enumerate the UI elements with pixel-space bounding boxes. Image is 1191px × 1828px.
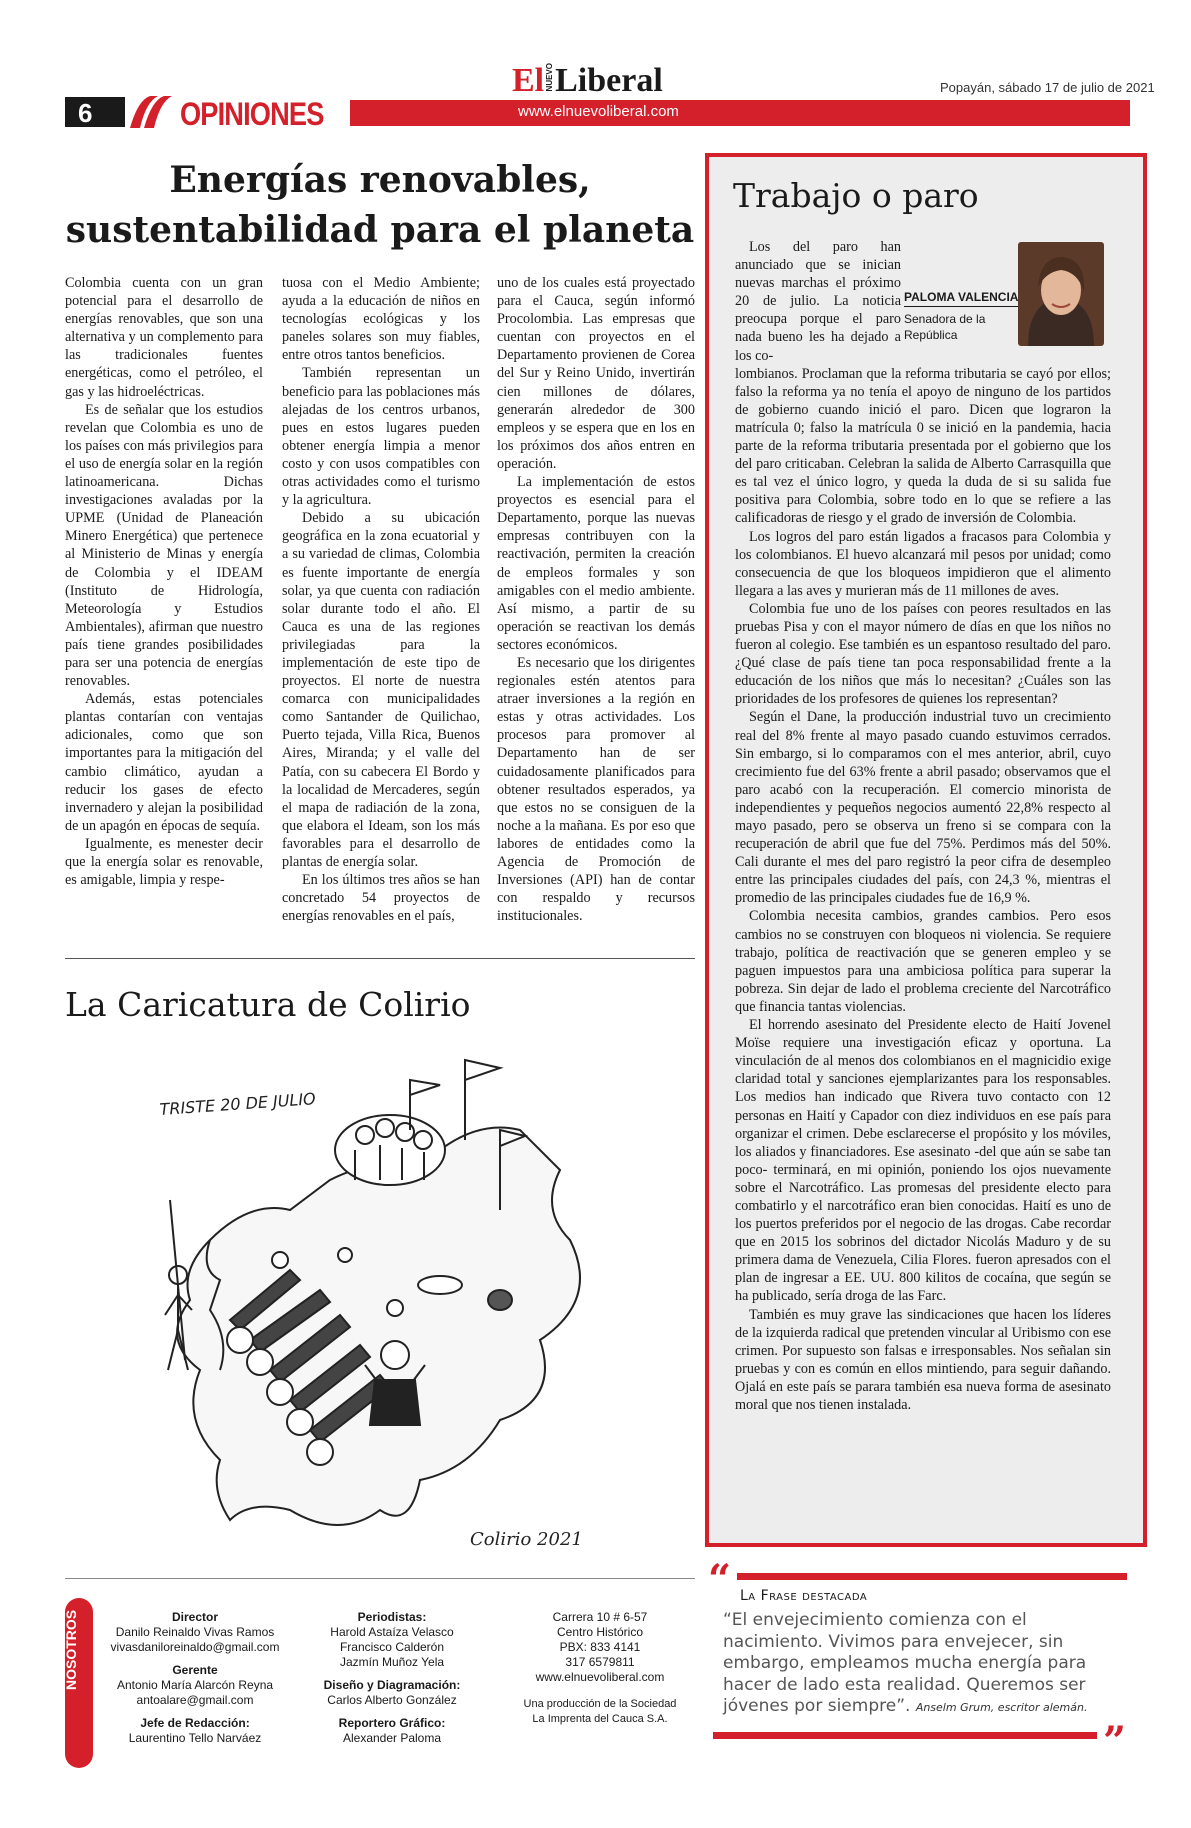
- staff-column-2: [312, 1610, 472, 1746]
- cartoon-signature: Colirio 2021: [470, 1529, 583, 1550]
- paragraph: Es necesario que los dirigentes regionales estén atentos para atraer inversiones a la región en estas y otras actividades. Los procesos para promover al Departamento han de ser cuidadosamente planificados para obtener resultados esperados, ya que estos no se consiguen de la noche a la mañana. Es por eso que labores de entidades como la Agencia de Promoción de Inversiones (API) han de contar con respaldo y recursos institucionales.: [497, 654, 695, 925]
- page-number-box: [65, 97, 125, 127]
- section-divider: [65, 958, 695, 959]
- periodista-name: Harold Astaíza Velasco: [330, 1625, 454, 1639]
- author-role: Senadora de la República: [904, 312, 986, 342]
- article-column-2: [282, 274, 480, 925]
- address-line: Centro Histórico: [556, 1625, 644, 1639]
- opinion-title: Trabajo o paro: [733, 176, 979, 215]
- jefe-name: Laurentino Tello Narváez: [128, 1731, 262, 1745]
- paragraph: Los logros del paro están ligados a fracasos para Colombia y los colombianos. El huevo alcanzará mil pesos por unidad; como consecuencia de que los bloqueos impidieron que el alimento llegara a las aves y murieran más de 11 millones de aves.: [735, 528, 1111, 599]
- paragraph: La implementación de estos proyectos es esencial para el Departamento, porque las nuevas empresas contribuyen con la reactivación, permiten la creación de empleos formales y son amigables con el medio ambiente. Así mismo, a partir de su operación se reactivan los demás sectores económicos.: [497, 474, 695, 653]
- diseno-heading: Diseño y Diagramación:: [323, 1678, 461, 1692]
- frase-author: Anselm Grum, escritor alemán.: [915, 1701, 1088, 1714]
- paragraph: Colombia cuenta con un gran potencial para el desarrollo de energías renovables, que son una alternativa y un complemento para las tradicionales fuentes energéticas, como el petróleo, el gas y las hidroeléctricas.: [65, 275, 263, 400]
- gerente-name: Antonio María Alarcón Reyna: [116, 1678, 274, 1692]
- article-column-3: [497, 274, 695, 925]
- frase-text: [723, 1610, 1123, 1719]
- director-email[interactable]: vivasdaniloreinaldo@gmail.com: [110, 1640, 280, 1654]
- director-name: Danilo Reinaldo Vivas Ramos: [115, 1625, 275, 1639]
- paragraph: También representan un beneficio para las poblaciones más alejadas de los centros urbanos, pues en estos lugares pueden obtener energía limpia a menor costo y con usos compatibles con otras actividades como el turismo y la agricultura.: [282, 365, 480, 509]
- quote-close-icon: ”: [1103, 1718, 1127, 1765]
- phone-line: PBX: 833 4141: [559, 1640, 641, 1654]
- production-line: Una producción de la Sociedad: [523, 1698, 677, 1710]
- paragraph: lombianos. Proclaman que la reforma tributaria se cayó por ellos; falso la reforma ya no tenía el apoyo de ninguno de los partidos de gobierno cuando inició el paro. Dicen que lograron la matrícula 0; falso la matrícula 0 se inició en la pandemia, hacia parte de la reforma tributaria presentada por el gobierno que los del paro criticaban. Celebran la salida de Alberto Carrasquilla que es tal vez el único logro, y queda la duda de si su salida fue positiva para Colombia, sobre todo en lo que se refiere a las calificadoras de riesgo y el grado de inversión de Colombia.: [735, 365, 1111, 527]
- author-name: PALOMA VALENCIA: [904, 290, 1018, 307]
- reportero-heading: Reportero Gráfico:: [338, 1716, 446, 1730]
- section-title: OPINIONES: [180, 96, 324, 132]
- director-heading: Director: [171, 1610, 218, 1624]
- section-decoration-icon: [128, 96, 178, 128]
- periodistas-heading: Periodistas:: [357, 1610, 427, 1624]
- article-title-line1: Energías renovables,: [169, 159, 591, 201]
- cartoon-caption: TRISTE 20 DE JULIO: [158, 1089, 317, 1119]
- phone-line: 317 6579811: [565, 1655, 635, 1669]
- production-line: La Imprenta del Cauca S.A.: [532, 1713, 668, 1725]
- paragraph: uno de los cuales está proyectado para el Cauca, según informó Procolombia. Las empresas que cuentan con proyectos en el Departamento provienen de Corea del Sur y Reino Unido, invertirán cien millones de dólares, generarán alrededor de 300 empleos y se espera que en los en los próximos dos años entren en operación.: [497, 275, 695, 472]
- paragraph: El horrendo asesinato del Presidente electo de Haití Jovenel Moïse requiere una investigación eficaz y oportuna. La vinculación de al menos dos colombianos en el magnicidio exige claridad total y sanciones ejemplarizantes para los responsables. Los medios han indicado que Rivera tuvo contacto con 12 personas en Haití y Capador con diez individuos en ese país para organizar el crimen. Debe esclarecerse el propósito y los móviles, los aliados y financiadores. Ese asesinato -del que aún se sabe tan poco- terminará, en mi opinión, poniendo los ojos nuevamente sobre el Narcotráfico. Las promesas del presidente electo para combatirlo y el narcotráfico eran bien conocidas. Haití es uno de los puertos preferidos por el negocio de las drogas. Cabe recordar que en 2015 los sobrinos del dictador Nicolás Maduro y de su primera dama de Venezuela, Cilia Flores. fueron apresados con el plan de ingresar a EE. UU. 800 kilitos de cocaína, que según se ha publicado, sería droga de las Farc.: [735, 1017, 1111, 1305]
- paragraph: Además, estas potenciales plantas contarían con ventajas adicionales, como que son importantes para la mitigación del cambio climático, ayudan a reducir los gases de efecto invernadero y alejan la posibilidad de un apagón en épocas de sequía.: [65, 691, 263, 834]
- periodista-name: Francisco Calderón: [339, 1640, 445, 1654]
- paragraph: También es muy grave las sindicaciones que hacen los líderes de la izquierda radical que pretenden vincular al Uribismo con ese crimen. Por supuesto son falsas e irresponsables. Nos señalan sin pruebas y con es común en ellos mintiendo, para seguir dañando. Ojalá en este país se parara también esa nueva forma de asesinato moral que nos tienen instalada.: [735, 1306, 1111, 1413]
- crowd-figures: [335, 1115, 445, 1185]
- logo-nuevo: NUEVO: [545, 62, 555, 91]
- quote-open-icon: “: [708, 1556, 732, 1603]
- paragraph: tuosa con el Medio Ambiente; ayuda a la educación de niños en tecnologías ecológicas y los paneles solares son muy fiables, entre otros tantos beneficios.: [282, 275, 480, 364]
- site-url[interactable]: www.elnuevoliberal.com: [518, 103, 679, 120]
- opinion-intro: Los del paro han anunciado que se inician nuevas marchas el próximo 20 de julio. La noticia preocupa porque el paro nada bueno les ha dejado a los co-: [735, 239, 901, 364]
- dateline: Popayán, sábado 17 de julio de 2021: [940, 80, 1155, 95]
- paragraph: Según el Dane, la producción industrial tuvo un crecimiento real del 8% frente al mayo pasado cuando estuvimos cerrados. Sin embargo, si lo comparamos con el mes anterior, abril, cuyo crecimiento fue del 63% frente a abril pasado; observamos que el paro acabó con la recuperación. El comercio minorista de independientes y pequeños negocios aumentó 22,8% respecto al mayo pasado, pero se observa un freno si se compara con la recuperación de abril que fue del 75%. Perdimos más del 50%. Cali durante el mes del paro registró la peor cifra de desempleo entre las principales ciudades del país, con 24,3 %, mientras el promedio de las principales ciudades fue de 16,9 %.: [735, 709, 1111, 907]
- paragraph: Es de señalar que los estudios revelan que Colombia es uno de los países con más privilegios para el uso de energía solar en la región latinoamericana. Dichas investigaciones avaladas por la UPME (Unidad de Planeación Minero Energética) que pertenece al Ministerio de Minas y energía de Colombia y el IDEAM (Instituto de Hidrología, Meteorología y Estudios Ambientales), afirman que nuestro país tiene grandes posibilidades para ser una potencia de energías renovables.: [65, 401, 263, 690]
- frase-bottom-bar: [713, 1732, 1097, 1739]
- logo-liberal: Liberal: [555, 62, 663, 99]
- cartoon-title: La Caricatura de Colirio: [65, 985, 471, 1024]
- paragraph: Colombia necesita cambios, grandes cambios. Pero esos cambios no se construyen con bloqueos ni violencia. Se requiere trabajo, política de reactivación que se generen empleo y se paguen impuestos para una ambiciosa política para superar la pobreza. Sin dejar de lado el problema creciente del Narcotráfico que financia tantas violencias.: [735, 908, 1111, 1015]
- frase-top-bar: [737, 1573, 1127, 1580]
- staff-column-1: [110, 1610, 280, 1746]
- article-title: [65, 155, 695, 255]
- opinion-body: [735, 238, 1111, 1414]
- periodista-name: Jazmín Muñoz Yela: [339, 1655, 445, 1669]
- staff-column-3: [520, 1610, 680, 1727]
- diseno-name: Carlos Alberto González: [327, 1693, 457, 1707]
- nosotros-label: NOSOTROS: [63, 1609, 79, 1690]
- article-column-1: [65, 274, 263, 889]
- article-title-line2: sustentabilidad para el planeta: [65, 209, 695, 251]
- gerente-heading: Gerente: [172, 1663, 218, 1677]
- reportero-name: Alexander Paloma: [342, 1731, 442, 1745]
- page-number: 6: [78, 98, 93, 128]
- header-red-band: [350, 100, 1130, 126]
- editorial-cartoon: [140, 1040, 640, 1560]
- frase-label: La Frase destacada: [740, 1588, 868, 1604]
- frase-quote: “El envejecimiento comienza con el nacimiento. Vivimos para envejecer, sin embargo, empleamos mucha energía para hacer de lado esta realidad. Queremos ser jóvenes por siempre”.: [723, 1610, 1087, 1716]
- paragraph: Debido a su ubicación geográfica en la zona ecuatorial y a su variedad de climas, Colombia es fuente importante de energía solar, ya que cuenta con radiación solar durante todo el año. El Cauca es una de las regiones privilegiadas para la implementación de este tipo de proyectos. El norte de nuestra comarca con municipalidades como Santander de Quilichao, Puerto tejada, Villa Rica, Buenos Aires, Miranda; y el valle del Patía, con su cabecera El Bordo y la localidad de Mercaderes, según el mapa de radiación de la zona, que elabora el Ideam, son los más favorables para el desarrollo de plantas de energía solar.: [282, 510, 480, 870]
- gerente-email[interactable]: antoalare@gmail.com: [136, 1693, 254, 1707]
- paragraph: Colombia fue uno de los países con peores resultados en las pruebas Pisa y con el mayor número de días en que los niños no fueron al colegio. Ese también es un espantoso resultado del paro. ¿Qué clase de país tiene tan poca responsabilidad frente a la educación de los niños que más lo necesitan? ¿Cuáles son las prioridades de los profesores de quienes los representan?: [735, 600, 1111, 708]
- website-link[interactable]: www.elnuevoliberal.com: [535, 1670, 665, 1684]
- paragraph: Igualmente, es menester decir que la energía solar es renovable, es amigable, limpia y respe-: [65, 835, 263, 889]
- address-line: Carrera 10 # 6-57: [552, 1610, 648, 1624]
- newspaper-logo: [512, 62, 663, 100]
- jefe-heading: Jefe de Redacción:: [140, 1716, 250, 1730]
- logo-el: El: [512, 62, 545, 99]
- paragraph: En los últimos tres años se han concretado 54 proyectos de energías renovables en el país,: [282, 872, 480, 925]
- footer-divider: [65, 1578, 695, 1579]
